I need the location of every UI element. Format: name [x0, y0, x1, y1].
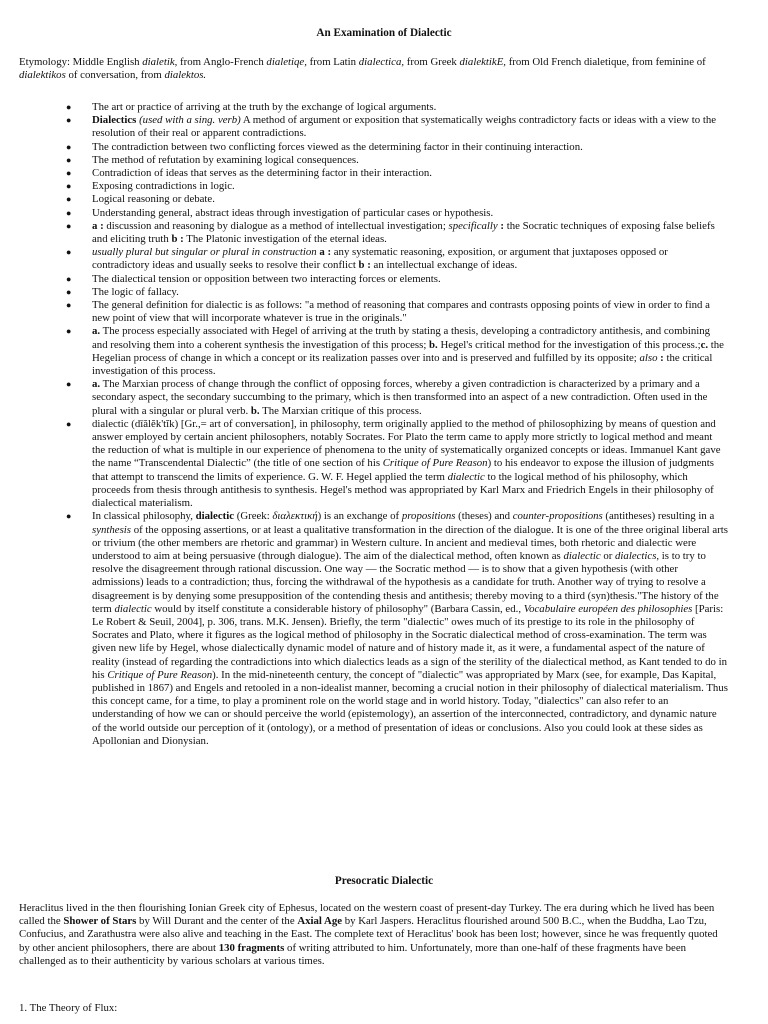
- paragraph-text: by Will Durant and the center of the: [136, 915, 298, 928]
- numbered-subheading: 1. The Theory of Flux:: [19, 1002, 118, 1014]
- list-item: [0, 510, 768, 748]
- bullet-icon: ●: [66, 102, 72, 112]
- list-item-text: to the logical method of his philosophy, which proceeds from thesis through antithesis to synthesis. Hegel's method was appropriated by Karl Marx and Friedrich Engels in their philosophy of dialectical materialism.: [92, 470, 714, 510]
- list-item: [0, 286, 768, 299]
- term-italic: propositions: [401, 510, 456, 523]
- etymology-text: Etymology: Middle English: [19, 56, 143, 68]
- list-item-text: the critical investigation of this process.: [92, 351, 713, 378]
- list-item: [0, 167, 768, 180]
- etymology-term: dialetik,: [142, 56, 178, 68]
- list-item-text: Understanding general, abstract ideas through investigation of particular cases or hypothesis.: [92, 206, 494, 219]
- list-item-text: any systematic reasoning, exposition, or argument that juxtaposes opposed or contradictory ideas and usually seeks to resolve their conflict: [92, 246, 668, 272]
- list-item-text: an intellectual exchange of ideas.: [370, 259, 518, 272]
- list-item: [0, 101, 768, 114]
- term-italic: dialectic: [447, 470, 485, 483]
- term-italic: Vocabulaire européen des philosophies: [523, 602, 693, 615]
- body-paragraph: [19, 902, 731, 968]
- paragraph-text: of writing attributed to him. Unfortunately, more than one-half of these fragments have been challenged as to their authenticity by various scholars at various times.: [19, 941, 687, 967]
- list-item-text: ) to his endeavor to expose the illusion of judgments that attempt to transcend the limits of experience. G. W. F. Hegel applied the term: [92, 457, 714, 483]
- list-item: [0, 299, 768, 325]
- bullet-icon: ●: [66, 247, 72, 258]
- list-item-text: (antitheses) resulting in a: [602, 510, 715, 523]
- term-italic: διαλεκτική: [272, 510, 318, 523]
- etymology-term: dialektikos: [19, 69, 66, 82]
- term-italic: dialectic: [114, 602, 152, 615]
- bullet-icon: ●: [66, 511, 72, 522]
- list-item-text: Contradiction of ideas that serves as the determining factor in their interaction.: [92, 167, 432, 180]
- list-item: [0, 418, 768, 510]
- list-item-text: The dialectical tension or opposition between two interacting forces or elements.: [92, 272, 441, 285]
- list-item: [0, 207, 768, 220]
- term-bold: 130 fragments: [218, 941, 285, 954]
- etymology-term: dialektikE,: [459, 56, 506, 68]
- list-item-text: Hegel's critical method for the investigation of this process.;: [437, 338, 701, 351]
- etymology-term: dialetiqe,: [266, 56, 307, 68]
- etymology-text: from Greek: [404, 56, 460, 68]
- bullet-icon: ●: [66, 273, 72, 284]
- list-item-text: [Paris: Le Robert & Seuil, 2004], p. 306, trans. M.K. Jensen). Briefly, the term "dialectic" owes much of its prestige to its role in the philosophy of Socrates and Plato, where it figures as the logical method of philosophy in the Socratic dialectical method of cross-examination. The term was given new life by Hegel, whose dialectically dynamic model of nature and of history made it, as it were, a fundamental aspect of the nature of reality (instead of regarding the contradictions into which dialectics leads as a sign of the sterility of the dialectical method, as Kant tended to do in his: [92, 602, 728, 681]
- list-item-text: discussion and reasoning by dialogue as a method of intellectual investigation;: [103, 219, 449, 232]
- term-italic: also: [639, 351, 658, 364]
- bullet-icon: ●: [66, 379, 72, 390]
- paragraph-text: by Karl Jaspers. Heraclitus flourished around 500 B.C., when the Buddha, Lao Tzu, Confucius, and Zarathustra were also alive and teaching in the East. The complete text of Heraclitus' book has been lost; however, since he was frequently quoted by other ancient philosophers, there are about: [19, 915, 718, 954]
- term-bold: Shower of Stars: [63, 915, 137, 928]
- list-item: [0, 154, 768, 167]
- list-item-text: The logic of fallacy.: [92, 285, 179, 298]
- term-italic: Critique of Pure Reason: [382, 457, 488, 470]
- list-item: [0, 273, 768, 286]
- term-italic: counter-propositions: [512, 510, 603, 523]
- list-item: [0, 220, 768, 246]
- term-italic: Critique of Pure Reason: [107, 668, 213, 681]
- list-item-text: The Marxian process of change through the conflict of opposing forces, whereby a given contradiction is characterized by a primary and a secondary aspect, the secondary succumbing to the primary, which is then transformed into an aspect of a new contradiction. Often used in the plural with a singular or plural verb.: [92, 378, 708, 417]
- sense-label: b :: [358, 259, 371, 272]
- sense-label: a.: [92, 378, 101, 391]
- term-italic: dialectics: [615, 549, 657, 562]
- list-item: [0, 180, 768, 193]
- list-item: [0, 378, 768, 418]
- list-item-text: the Hegelian process of change in which a concept or its realization passes over into and is preserved and fulfilled by its opposite;: [92, 338, 724, 364]
- sense-label: b.: [250, 404, 260, 417]
- list-item: [0, 141, 768, 154]
- bullet-icon: ●: [66, 326, 72, 337]
- list-item-text: The Platonic investigation of the eternal ideas.: [183, 233, 387, 246]
- sense-label: b.: [429, 338, 438, 351]
- section-heading: Presocratic Dialectic: [334, 875, 434, 887]
- term-italic: usually plural but singular or plural in construction: [92, 246, 317, 259]
- list-item: [0, 193, 768, 206]
- list-item: [0, 114, 768, 140]
- list-item-text: or: [600, 549, 616, 562]
- bullet-icon: ●: [66, 154, 72, 165]
- list-item-text: A method of argument or exposition that systematically weighs contradictory facts or ideas with a view to the resolution of their real or apparent contradictions.: [92, 114, 717, 140]
- list-item-text: of the opposing assertions, or at least a qualitative transformation in the direction of the dialogue. It is one of the three original liberal arts or trivium (the other members are rhetoric and grammar) in Western culture. In ancient and medieval times, both rhetoric and dialectic were understood to aim at being persuasive (through dialogue). The aim of the dialectical method, often known as: [92, 523, 728, 562]
- term-italic: (used with a sing. verb): [136, 114, 241, 127]
- page-title: An Examination of Dialectic: [316, 27, 452, 39]
- list-item-text: The art or practice of arriving at the truth by the exchange of logical arguments.: [92, 101, 437, 113]
- term-italic: specifically: [448, 219, 498, 232]
- term-bold: Dialectics: [92, 114, 137, 127]
- definitions-list: [0, 101, 768, 748]
- bullet-icon: ●: [66, 286, 72, 297]
- paragraph-text: Heraclitus lived in the then flourishing Ionian Greek city of Ephesus, located on the western coast of present-day Turkey. The era during which he lived has been called the: [19, 902, 715, 928]
- bullet-icon: ●: [66, 300, 72, 311]
- bullet-icon: ●: [66, 115, 72, 126]
- bullet-icon: ●: [66, 181, 72, 192]
- list-item-text: (Greek:: [234, 510, 273, 523]
- sense-label: :: [497, 219, 504, 232]
- term-bold: Axial Age: [297, 915, 343, 928]
- list-item-text: The general definition for dialectic is as follows: "a method of reasoning that compares and contrasts opposing points of view in order to find a new point of view that will incorporate whatever is true in the originals.": [92, 299, 710, 325]
- term-italic: dialectic: [563, 549, 601, 562]
- list-item: [0, 246, 768, 272]
- sense-label: :: [657, 351, 664, 364]
- list-item-text: Exposing contradictions in logic.: [92, 180, 235, 193]
- list-item-text: The method of refutation by examining logical consequences.: [92, 153, 359, 166]
- sense-label: a.: [92, 325, 101, 338]
- sense-label: a :: [92, 219, 104, 232]
- list-item-text: the Socratic techniques of exposing false beliefs and eliciting truth: [92, 219, 715, 246]
- etymology-text: of conversation, from: [65, 69, 165, 82]
- bullet-icon: ●: [66, 418, 72, 429]
- list-item-text: would by itself constitute a considerable history of philosophy" (Barbara Cassin, ed.,: [151, 602, 524, 615]
- list-item-text: Logical reasoning or debate.: [92, 193, 215, 206]
- etymology-term: dialektos.: [164, 69, 207, 82]
- bullet-icon: ●: [66, 168, 72, 179]
- sense-label: a :: [316, 246, 332, 259]
- sense-label: c.: [700, 338, 709, 351]
- list-item-text: The Marxian critique of this process.: [259, 404, 422, 417]
- list-item-text: ) is an exchange of: [317, 510, 402, 523]
- list-item-text: (theses) and: [455, 510, 513, 523]
- term-bold: dialectic: [195, 510, 235, 523]
- list-item-text: In classical philosophy,: [92, 510, 196, 523]
- list-item-text: ). In the mid-nineteenth century, the concept of "dialectic" was appropriated by Marx (see, for example, Das Kapital, published in 1867) and Engels and retooled in a non-idealist manner, becoming a crucial notion in their philosophy of dialectical materialism. Thus this concept came, for a time, to play a prominent role on the world stage and in world history. Today, "dialectics" can also refer to an understanding of how we can or should perceive the world (epistemology), an assertion of the interconnected, contradictory, and dynamic nature of the world outside our perception of it (ontology), or a method of presentation of ideas or conclusions. Also you could look at these sides as Apollonian and Dionysian.: [92, 668, 728, 747]
- list-item: [0, 325, 768, 378]
- bullet-icon: ●: [66, 220, 72, 231]
- list-item-text: dialectic (dīălĕk'tĭk) [Gr.,= art of conversation], in philosophy, term originally applied to the method of philosophizing by means of question and answer employed by certain ancient philosophers, notably Socrates. For Plato the term came to apply more strictly to logical method and meant the reduction of what is multiple in our experience of phenomena to the unity of systematically organized concepts or ideas. Immanuel Kant gave the name “Transcendental Dialectic” (the title of one section of his: [92, 417, 721, 470]
- etymology-text: from Anglo-French: [177, 56, 267, 68]
- bullet-icon: ●: [66, 207, 72, 218]
- etymology-text: from Latin: [306, 56, 359, 68]
- list-item-text: The process especially associated with Hegel of arriving at the truth by stating a thesis, developing a contradictory antithesis, and combining and resolving them into a coherent synthesis the investigation of this process;: [92, 325, 711, 351]
- list-item-text: The contradiction between two conflicting forces viewed as the determining factor in their continuing interaction.: [92, 140, 583, 153]
- etymology-text: from Old French dialetique, from feminine of: [506, 56, 706, 68]
- etymology-term: dialectica,: [358, 56, 405, 68]
- etymology-paragraph: [19, 56, 731, 82]
- sense-label: b :: [171, 233, 184, 246]
- term-italic: synthesis: [92, 523, 131, 536]
- list-item-text: , is to try to resolve the disagreement through rational discussion. One way — the Socratic method — is to show that a given hypothesis (with other admissions) leads to a contradiction; thus, forcing the withdrawal of the hypothesis as a candidate for truth. Another way of trying to resolve a disagreement is by denying some presupposition of the contending thesis and antithesis; thereby moving to a third (syn)thesis."The history of the term: [92, 549, 719, 615]
- bullet-icon: ●: [66, 194, 72, 205]
- bullet-icon: ●: [66, 141, 72, 152]
